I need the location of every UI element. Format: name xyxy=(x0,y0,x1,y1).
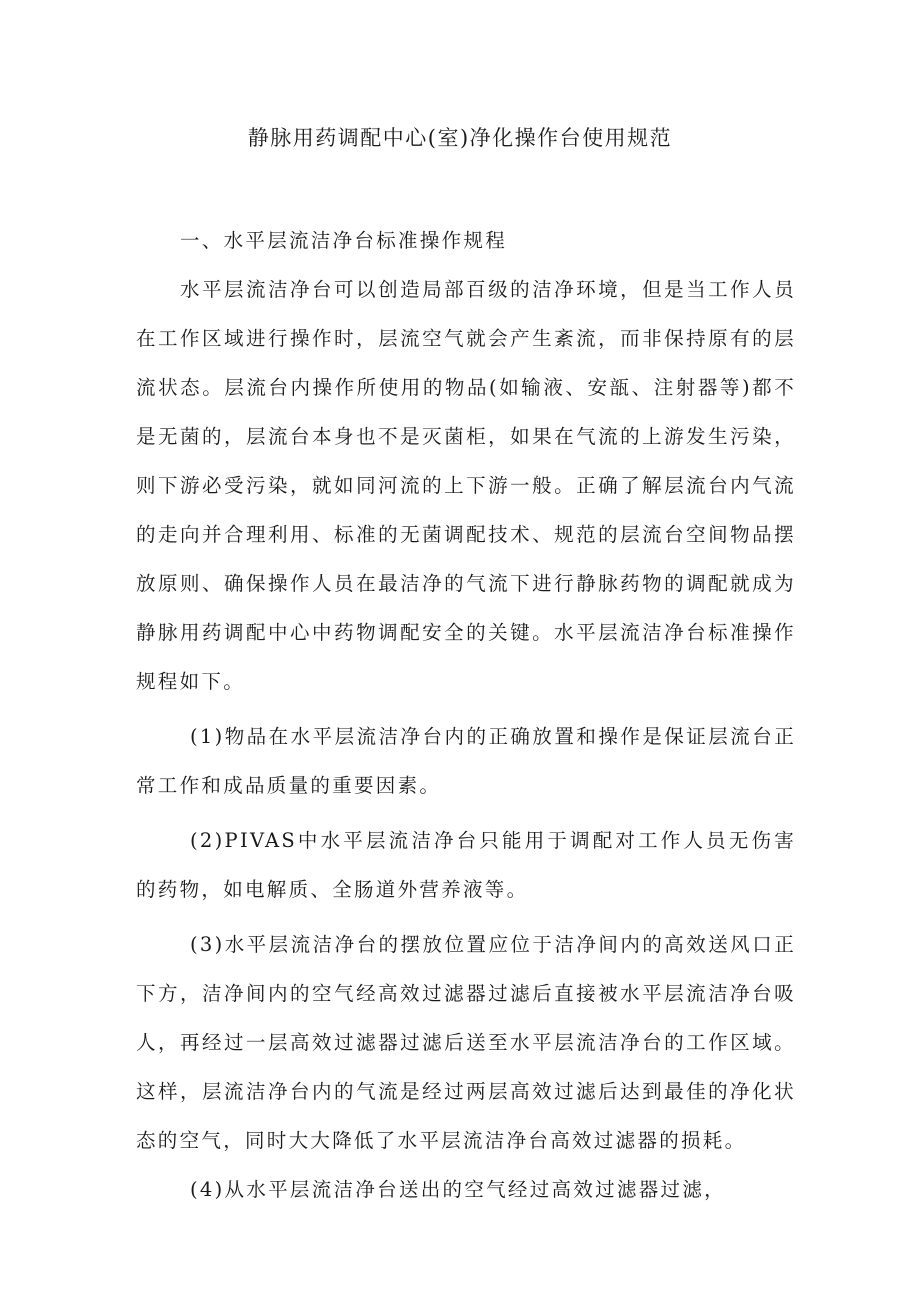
list-item: (4)从水平层流洁净台送出的空气经过高效过滤器过滤， xyxy=(190,1178,726,1201)
list-item: (1)物品在水平层流洁净台内的正确放置和操作是保证层流台正常工作和成品质量的重要因素。 xyxy=(136,725,796,797)
section-heading: 一、水平层流洁净台标准操作规程 xyxy=(180,229,508,252)
intro-paragraph: 水平层流洁净台可以创造局部百级的洁净环境，但是当工作人员在工作区域进行操作时，层流空气就会产生紊流，而非保持原有的层流状态。层流台内操作所使用的物品(如输液、安瓿、注射器等)都不是无菌的，层流台本身也不是灭菌柜，如果在气流的上游发生污染，则下游必受污染，就如同河流的上下游一般。正确了解层流台内气流的走向并合理利用、标准的无菌调配技术、规范的层流台空间物品摆放原则、确保操作人员在最洁净的气流下进行静脉药物的调配就成为静脉用药调配中心中药物调配安全的关键。水平层流洁净台标准操作规程如下。 xyxy=(136,278,796,693)
document-body xyxy=(136,216,796,1214)
list-item: (3)水平层流洁净台的摆放位置应位于洁净间内的高效送风口正下方，洁净间内的空气经高效过滤器过滤后直接被水平层流洁净台吸人，再经过一层高效过滤器过滤后送至水平层流洁净台的工作区域。这样，层流洁净台内的气流是经过两层高效过滤后达到最佳的净化状态的空气，同时大大降低了水平层流洁净台高效过滤器的损耗。 xyxy=(136,933,796,1152)
list-item: (2)PIVAS中水平层流洁净台只能用于调配对工作人员无伤害的药物，如电解质、全肠道外营养液等。 xyxy=(136,829,796,901)
document-title: 静脉用药调配中心(室)净化操作台使用规范 xyxy=(247,126,673,150)
